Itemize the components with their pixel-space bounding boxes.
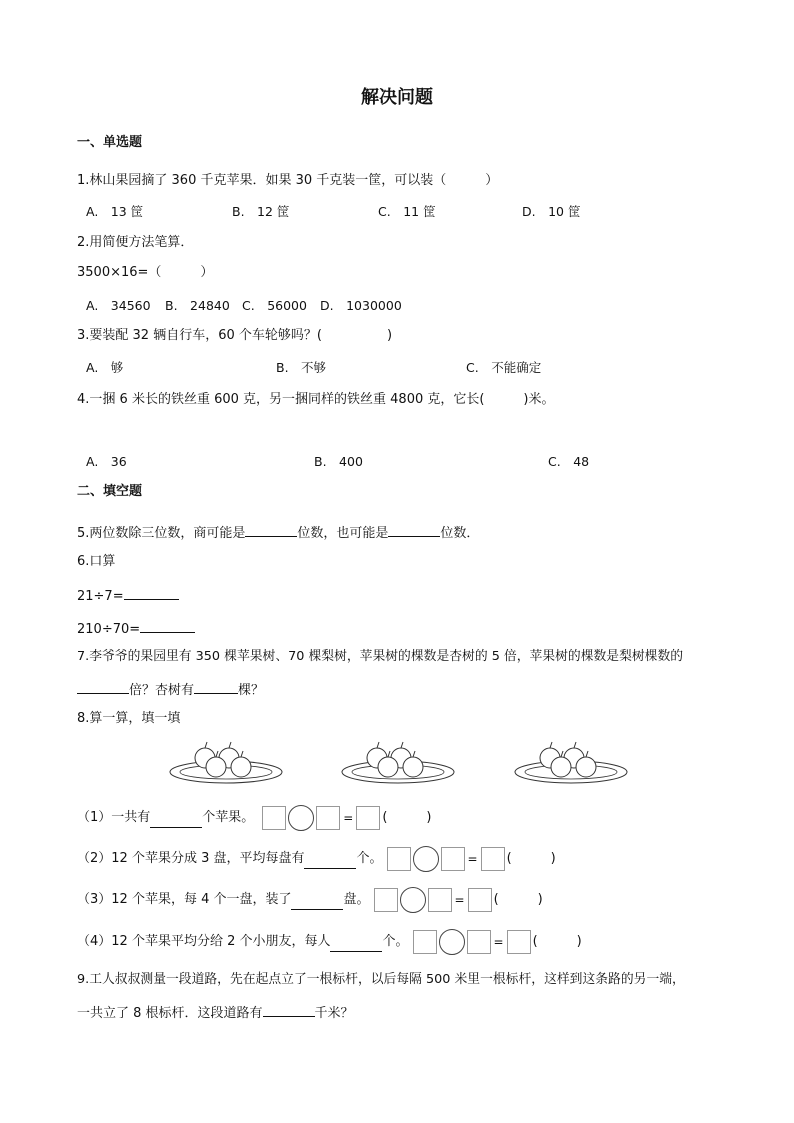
q8-p2-text-b: 个。: [356, 851, 383, 866]
q1-option-a[interactable]: A. 13 筐: [86, 204, 144, 219]
q3-option-c[interactable]: C. 不能确定: [466, 360, 542, 375]
q1-option-c[interactable]: C. 11 筐: [378, 204, 436, 219]
question-3: 3.要装配 32 辆自行车，60 个车轮够吗？( ): [77, 328, 393, 343]
q4-option-c[interactable]: C. 48: [548, 454, 590, 469]
q8-p3-text-a: （3）12 个苹果，每 4 个一盘，装了: [77, 892, 292, 907]
q8-p1-equals: =: [343, 811, 354, 825]
q8-p3-box-3[interactable]: [468, 888, 492, 912]
q8-p4-box-2[interactable]: [467, 930, 491, 954]
q2-option-d[interactable]: D. 1030000: [320, 298, 402, 313]
q8-p1-box-1[interactable]: [262, 806, 286, 830]
q6-blank-2[interactable]: [140, 618, 195, 633]
section-fill-in: 二、填空题: [77, 484, 143, 499]
q4-option-b[interactable]: B. 400: [314, 454, 363, 469]
apple-plate-1: [168, 738, 284, 786]
q9-text-b: 千米？: [314, 1006, 354, 1021]
question-2-expression: 3500×16=（ ）: [77, 265, 214, 280]
q8-p1-operator-circle[interactable]: [288, 805, 314, 831]
q5-text-c: 位数．: [440, 526, 480, 541]
q6-expr-2-text: 210÷70=: [77, 622, 141, 637]
apple-plate-3: [513, 738, 629, 786]
q5-blank-2[interactable]: [388, 522, 440, 537]
q8-p2-paren[interactable]: ( ): [506, 851, 556, 866]
q8-p2-blank[interactable]: [304, 850, 356, 869]
q5-text-a: 5.两位数除三位数，商可能是: [77, 526, 246, 541]
question-8: 8.算一算，填一填: [77, 711, 181, 726]
question-9-line-2: [77, 1002, 354, 1023]
q8-p3-operator-circle[interactable]: [400, 887, 426, 913]
question-6: 6.口算: [77, 554, 116, 569]
q8-p4-equals: =: [493, 935, 504, 949]
q8-p3-equals: =: [454, 893, 465, 907]
q6-blank-1[interactable]: [124, 585, 179, 600]
q1-option-b[interactable]: B. 12 筐: [232, 204, 290, 219]
q2-option-a[interactable]: A. 34560: [86, 298, 151, 313]
q4-option-a[interactable]: A. 36: [86, 454, 127, 469]
question-4: 4.一捆 6 米长的铁丝重 600 克，另一捆同样的铁丝重 4800 克，它长( )米。: [77, 392, 555, 407]
q8-part-4: [77, 928, 582, 956]
q8-p4-blank[interactable]: [330, 933, 382, 952]
q6-expression-2: [77, 618, 195, 639]
q2-option-c[interactable]: C. 56000: [242, 298, 307, 313]
q3-option-b[interactable]: B. 不够: [276, 360, 327, 375]
q8-p3-paren[interactable]: ( ): [493, 892, 543, 907]
q7-blank-2[interactable]: [194, 679, 238, 694]
q8-p2-operator-circle[interactable]: [413, 846, 439, 872]
q8-p4-box-3[interactable]: [507, 930, 531, 954]
q9-text-a: 一共立了 8 根标杆．这段道路有: [77, 1006, 263, 1021]
q8-p1-text-b: 个苹果。: [202, 810, 255, 825]
page-title: 解决问题: [361, 87, 433, 108]
q7-text-c: 棵？: [238, 683, 265, 698]
q8-part-1: [77, 804, 432, 832]
q8-p2-box-3[interactable]: [481, 847, 505, 871]
q8-p1-box-2[interactable]: [316, 806, 340, 830]
q9-blank[interactable]: [263, 1002, 315, 1017]
q8-p4-text-a: （4）12 个苹果平均分给 2 个小朋友，每人: [77, 934, 331, 949]
apple-plate-2: [340, 738, 456, 786]
question-2: 2.用简便方法笔算．: [77, 235, 194, 250]
question-7-line-2: [77, 679, 264, 700]
q8-p3-box-1[interactable]: [374, 888, 398, 912]
q6-expr-1-text: 21÷7=: [77, 589, 124, 604]
q8-p2-box-2[interactable]: [441, 847, 465, 871]
question-9: 9.工人叔叔测量一段道路，先在起点立了一根标杆，以后每隔 500 米里一根标杆，这样到这条路的另一端，: [77, 972, 685, 987]
q8-p3-blank[interactable]: [291, 891, 343, 910]
question-7: 7.李爷爷的果园里有 350 棵苹果树、70 棵梨树，苹果树的棵数是杏树的 5 倍，苹果树的棵数是梨树棵数的: [77, 649, 684, 664]
q6-expression-1: [77, 585, 179, 606]
q8-p4-box-1[interactable]: [413, 930, 437, 954]
q8-p1-blank[interactable]: [150, 809, 202, 828]
q3-option-a[interactable]: A. 够: [86, 360, 124, 375]
q5-blank-1[interactable]: [245, 522, 297, 537]
q8-p2-text-a: （2）12 个苹果分成 3 盘，平均每盘有: [77, 851, 305, 866]
q8-p4-paren[interactable]: ( ): [532, 934, 582, 949]
q8-p4-text-b: 个。: [382, 934, 409, 949]
section-single-choice: 一、单选题: [77, 135, 143, 150]
q2-option-b[interactable]: B. 24840: [165, 298, 230, 313]
q1-option-d[interactable]: D. 10 筐: [522, 204, 581, 219]
q8-p3-box-2[interactable]: [428, 888, 452, 912]
q8-p2-box-1[interactable]: [387, 847, 411, 871]
question-5: [77, 522, 479, 543]
q8-p4-operator-circle[interactable]: [439, 929, 465, 955]
q5-text-b: 位数，也可能是: [297, 526, 389, 541]
q7-text-b: 倍？杏树有: [129, 683, 195, 698]
q8-p2-equals: =: [467, 852, 478, 866]
q7-blank-1[interactable]: [77, 679, 129, 694]
q8-part-2: [77, 845, 556, 873]
q8-p1-text-a: （1）一共有: [77, 810, 151, 825]
q8-part-3: [77, 886, 543, 914]
q8-p1-box-3[interactable]: [356, 806, 380, 830]
q8-p1-paren[interactable]: ( ): [382, 810, 432, 825]
q8-p3-text-b: 盘。: [343, 892, 370, 907]
question-1: 1.林山果园摘了 360 千克苹果．如果 30 千克装一筐，可以装（ ）: [77, 173, 499, 188]
